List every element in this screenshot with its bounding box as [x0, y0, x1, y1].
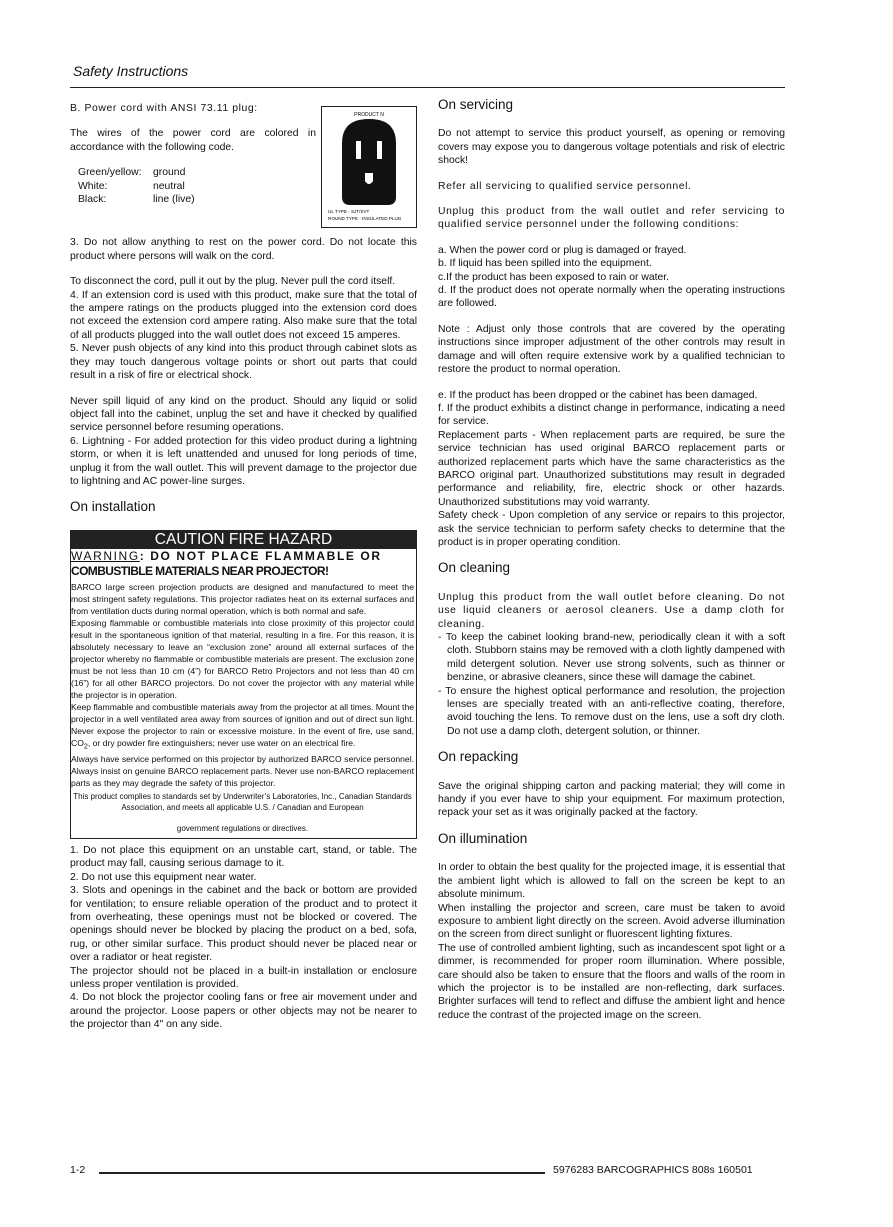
plug-bottom-label-1: UL TYPE - SJT/SVT: [328, 209, 370, 214]
cleaning-paragraph: Unplug this product from the wall outlet before cleaning. Do not use liquid cleaners or aerosol cleaners. Use a damp cloth for cleaning.: [438, 591, 785, 630]
color-code-row: [70, 180, 316, 193]
warning-text: : DO NOT PLACE FLAMMABLE OR: [139, 549, 382, 564]
page-header-title: Safety Instructions: [73, 63, 189, 79]
plug-top-label: PRODUCT N: [354, 112, 384, 118]
header-rule: [70, 87, 785, 88]
left-column: [70, 98, 417, 1032]
safety-item: To disconnect the cord, pull it out by the plug. Never pull the cord itself.: [70, 276, 396, 288]
illumination-heading: On illumination: [438, 830, 528, 846]
warning-label: WARNING: [71, 549, 140, 564]
safety-item: 6. Lightning - For added protection for this video product during a lightning storm, or when it is left unattended and unused for long periods of time, unplug it from the wall outlet. This will prevent damage to the projector due to lightning and AC power-line surges.: [70, 435, 417, 487]
repacking-heading: On repacking: [438, 749, 519, 765]
color-code-row: [70, 166, 316, 179]
condition-item: c.If the product has been exposed to rain or water.: [438, 271, 670, 283]
plug-bottom-label-2: ROUND TYPE - INSULATED PLUG: [328, 216, 402, 221]
service-note: Note : Adjust only those controls that are covered by the operating instructions since improper adjustment of the other controls may result in damage and will often require extensive work by a qualified technician to restore the product to normal operation.: [438, 323, 785, 376]
plug-text-block: [70, 102, 316, 206]
safety-check: Safety check - Upon completion of any service or repairs to this projector, ask the service technician to perform safety checks to determine that the product is in proper operating condition.: [438, 510, 785, 548]
plug-section: [70, 102, 417, 221]
servicing-paragraph: Refer all servicing to qualified service personnel.: [438, 180, 692, 192]
illumination-paragraph: The use of controlled ambient lighting, such as incandescent spot light or a dimmer, is recommended for proper room illumination. Where possible, care should also be taken to ensure that the floors and walls of the room in which the projector is to be installed are non-reflecting, dark surfaces. Brighter surfaces will tend to reflect and diffuse the ambient light and hence reduce the contrast of the projected image on the screen.: [438, 942, 785, 1021]
caution-text: Keep flammable and combustible materials away from the projector at all times. Mount the projector in a well ventilated area away from sources of ignition and out of direct sun light. Never expose the projector to rain or excessive moisture. In the event of fire, use sand, CO: [71, 702, 414, 749]
servicing-heading: On servicing: [438, 97, 514, 112]
illumination-paragraph: In order to obtain the best quality for the projected image, it is essential that the ambient light which is allowed to fall on the screen be kept to an absolute minimum.: [438, 862, 785, 901]
install-item: 2. Do not use this equipment near water.: [70, 871, 257, 883]
page-number: 1-2: [70, 1164, 86, 1176]
condition-item: b. If liquid has been spilled into the equipment.: [438, 258, 652, 270]
co2-subscript: 2: [83, 742, 88, 751]
safety-item: 5. Never push objects of any kind into this product through cabinet slots as they may touch dangerous voltage points or short out parts that could result in a risk of fire or electrical shock.: [70, 343, 417, 382]
repacking-paragraph: Save the original shipping carton and packing material; they will come in handy if you ever have to ship your equipment. For maximum protection, repack your set as it was originally packed at the factory.: [438, 780, 785, 819]
caution-paragraph: Always have service performed on this projector by authorized BARCO service personnel. Always insist on genuine BARCO replacement parts. Never use non-BARCO replacement parts as they may degrade the safety of this projector.: [71, 753, 414, 788]
condition-item: d. If the product does not operate normally when the operating instructions are followed.: [438, 285, 785, 310]
safety-item: 4. If an extension cord is used with this product, make sure that the total of the ampere ratings on the products plugged into the extension cord does not exceed the extension cord ampere rating. Also make sure that the total of all products plugged into the wall outlet does not exceed 15 amperes.: [70, 289, 417, 341]
cleaning-item: - To keep the cabinet looking brand-new, periodically clean it with a soft cloth. Stubborn stains may be removed with a cloth lightly dampened with mild detergent solution. Never use strong solvents, such as thinner or benzine, or abrasive cleaners, since these will damage the cabinet.: [438, 632, 785, 684]
install-item: 3. Slots and openings in the cabinet and the back or bottom are provided for ventilation; to ensure reliable operation of the product and to protect it from overheating, these openings must not be blocked or covered. The openings should never be blocked by placing the product on a bed, sofa, rug, or other similar surface. This product should never be placed near or over a radiator or heat register.: [70, 885, 417, 964]
cleaning-item: - To ensure the highest optical performance and resolution, the projection lenses are specially treated with an anti-reflective coating, therefore, avoid touching the lens. To remove dust on the lens, use a soft dry cloth. Do not use a damp cloth, detergent solution, or thinner.: [438, 685, 785, 737]
caution-text: , or dry powder fire extinguishers; never use water on an electrical fire.: [87, 738, 356, 749]
color-value: line (live): [153, 194, 195, 206]
servicing-paragraph: Unplug this product from the wall outlet and refer servicing to qualified service personnel under the following conditions:: [438, 206, 785, 231]
caution-box: [70, 530, 417, 839]
plug-icon: [322, 107, 416, 227]
caution-paragraph: Exposing flammable or combustible materials into close proximity of this projector could result in the spontaneous ignition of that material, resulting in a fire. For this reason, it is absolutely necessary to leave an “exclusion zone” around all external surfaces of the projector whereby no flammable or combustible materials are present. The exclusion zone must be not less than 10 cm (4”) for BARCO Retro Projectors and not less than 40 cm (16”) for all other BARCO projectors. Do not cover the projector with any material while the projector is in operation.: [71, 618, 414, 701]
plug-figure: [321, 106, 417, 228]
footer-rule: [99, 1172, 545, 1174]
condition-item: f. If the product exhibits a distinct change in performance, indicating a need for service.: [438, 402, 785, 428]
color-value: neutral: [153, 180, 185, 192]
color-name: White:: [78, 180, 108, 192]
color-name: Green/yellow:: [78, 167, 142, 179]
safety-item: Never spill liquid of any kind on the product. Should any liquid or solid object fall into the cabinet, unplug the set and have it checked by qualified service personnel before resuming operations.: [70, 395, 417, 434]
right-column: [438, 98, 785, 1022]
replacement-parts: Replacement parts - When replacement parts are required, be sure the service technician has used original BARCO replacement parts or authorized replacement parts which have the same characteristics as the BARCO original part. Unauthorized substitutions may result in degraded performance and reliability, fire, electric shock or other hazards. Unauthorized substitutions may void warranty.: [438, 429, 785, 508]
color-code-row: [70, 193, 316, 206]
install-item: The projector should not be placed in a built-in installation or enclosure unless proper ventilation is provided.: [70, 965, 417, 990]
install-item: 1. Do not place this equipment on an unstable cart, stand, or table. The product may fall, causing serious damage to it.: [70, 844, 417, 870]
caution-body: [71, 549, 416, 838]
compliance-note: This product complies to standards set by Underwriter’s Laboratories, Inc., Canadian Standards Association, and meets all applicable U.S. / Canadian and European: [73, 791, 412, 812]
cleaning-heading: On cleaning: [438, 560, 511, 576]
install-item: 4. Do not block the projector cooling fans or free air movement under and around the projector. Loose papers or other objects may not be nearer to the projector than 4" on any side.: [70, 992, 417, 1031]
caution-paragraph: [71, 701, 414, 753]
warning-line-2: COMBUSTIBLE MATERIALS NEAR PROJECTOR!: [71, 564, 329, 579]
servicing-paragraph: Do not attempt to service this product yourself, as opening or removing covers may expose you to dangerous voltage potentials and risk of electric shock!: [438, 128, 785, 167]
plug-intro: The wires of the power cord are colored in accordance with the following code.: [70, 128, 316, 153]
condition-item: e. If the product has been dropped or the cabinet has been damaged.: [438, 389, 758, 401]
condition-item: a. When the power cord or plug is damaged or frayed.: [438, 244, 687, 256]
illumination-paragraph: When installing the projector and screen, care must be taken to avoid exposure to ambient light directly on the screen. Avoid adverse illumination on the screen from direct sunlight or fluorescent lighting fixtures.: [438, 902, 785, 941]
caution-paragraph: BARCO large screen projection products are designed and manufactured to meet the most stringent safety regulations. This projector radiates heat on its external surfaces and from ventilation ducts during normal operation, which is both normal and safe.: [71, 582, 414, 617]
color-value: ground: [153, 167, 186, 179]
caution-title: CAUTION FIRE HAZARD: [71, 531, 416, 549]
safety-item: 3. Do not allow anything to rest on the power cord. Do not locate this product where persons will walk on the cord.: [70, 237, 417, 262]
warning-line: [71, 549, 414, 564]
compliance-note-2: government regulations or directives.: [176, 823, 309, 833]
installation-heading: On installation: [70, 499, 156, 515]
plug-title: B. Power cord with ANSI 73.11 plug:: [70, 103, 258, 114]
document-id: 5976283 BARCOGRAPHICS 808s 160501: [553, 1164, 753, 1176]
color-name: Black:: [78, 194, 107, 206]
